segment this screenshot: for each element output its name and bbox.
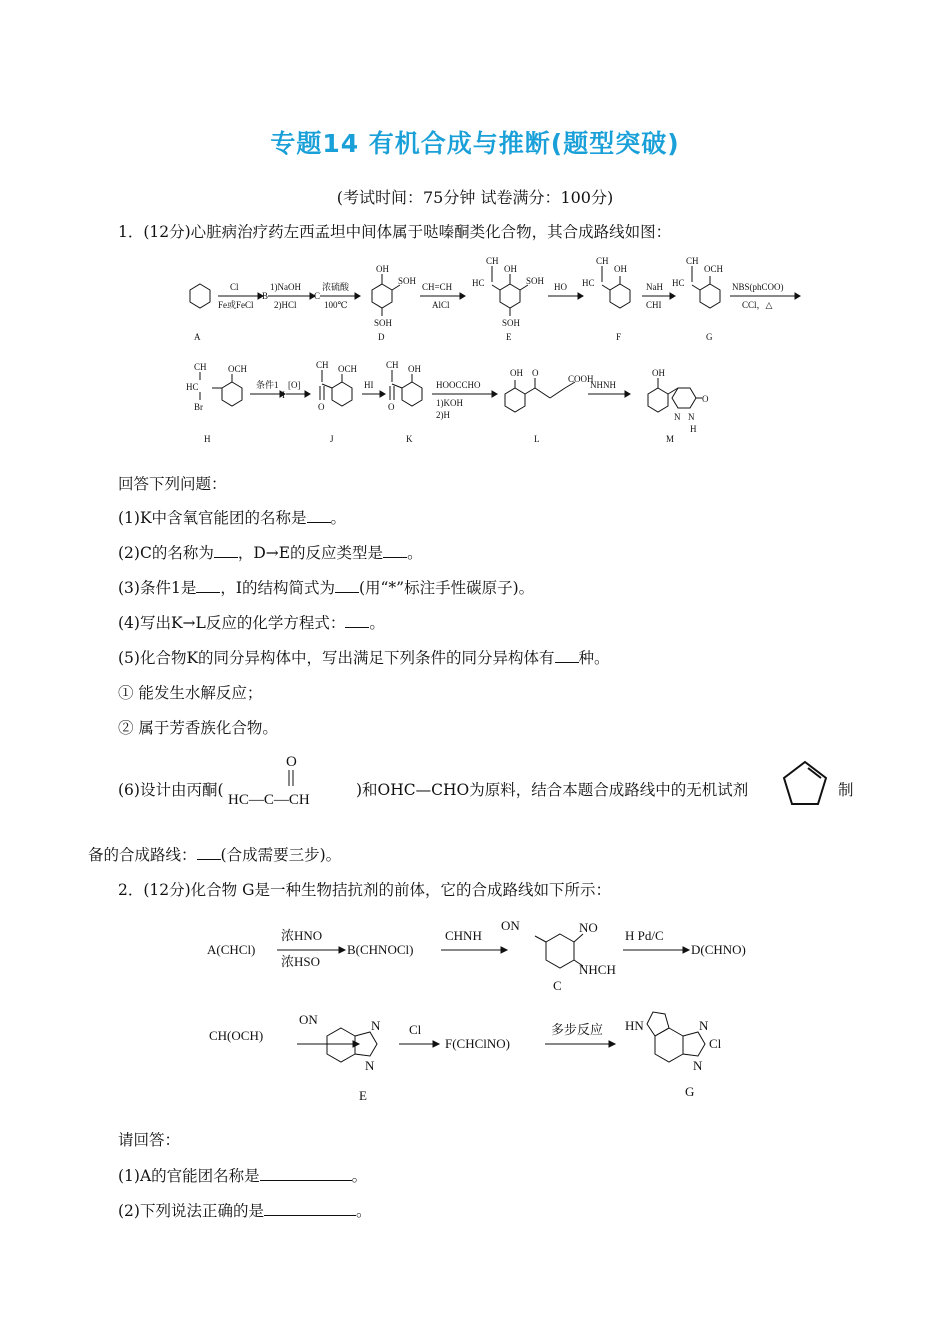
svg-text:HO: HO [554,282,567,292]
q1-condition-2: ② 属于芳香族化合物。 [118,719,278,737]
svg-text:E: E [506,332,512,342]
svg-text:Cl: Cl [230,282,239,292]
svg-text:HC: HC [186,382,199,392]
svg-text:N: N [693,1058,703,1073]
svg-text:Cl: Cl [409,1022,422,1037]
svg-text:HC: HC [582,278,595,288]
svg-text:B: B [262,291,269,301]
svg-text:OCH: OCH [704,264,724,274]
q2-synthesis-scheme [205,910,785,1110]
svg-text:1)KOH: 1)KOH [436,398,463,408]
svg-text:CCl，△: CCl，△ [742,300,773,310]
q1-item-6-cont: 备的合成路线： (合成需要三步)。 [88,846,342,864]
q2-prompt: 请回答： [118,1131,181,1149]
q1-condition-1: ① 能发生水解反应； [118,684,263,702]
svg-text:AlCl: AlCl [432,300,450,310]
svg-text:OH: OH [408,364,421,374]
svg-text:CH(OCH): CH(OCH) [209,1028,264,1043]
answer-blank[interactable] [383,543,407,558]
svg-text:HC: HC [472,278,485,288]
svg-text:ON: ON [501,918,520,933]
svg-text:2)HCl: 2)HCl [274,300,297,310]
svg-text:2)H: 2)H [436,410,450,420]
svg-text:G: G [685,1084,695,1099]
svg-text:CH: CH [386,360,399,370]
svg-text:NHNH: NHNH [590,380,616,390]
svg-text:SOH: SOH [398,276,417,286]
svg-text:N: N [674,412,681,422]
answer-blank[interactable] [555,648,579,663]
q1-prompt: 回答下列问题： [118,475,227,493]
svg-text:浓硫酸: 浓硫酸 [322,282,350,292]
svg-text:N: N [365,1058,375,1073]
svg-text:N: N [688,412,695,422]
svg-text:N: N [699,1018,709,1033]
svg-text:Fe或FeCl: Fe或FeCl [218,300,254,310]
svg-text:COOH: COOH [568,374,594,384]
svg-text:O: O [286,754,297,770]
svg-text:N: N [371,1018,381,1033]
svg-text:多步反应: 多步反应 [551,1022,604,1037]
q1-synthesis-scheme [170,252,820,452]
svg-text:A(CHCl): A(CHCl) [207,942,256,957]
svg-text:CH: CH [316,360,329,370]
svg-text:NO: NO [579,920,598,935]
svg-text:OH: OH [510,368,523,378]
q1-stem: 1．(12分)心脏病治疗药左西孟坦中间体属于哒嗪酮类化合物，其合成路线如图： [118,223,672,241]
svg-text:OH: OH [652,368,665,378]
page-title: 专题14 有机合成与推断(题型突破) [270,129,680,158]
svg-text:HC: HC [672,278,685,288]
svg-text:K: K [406,434,413,444]
svg-text:O: O [388,402,395,412]
answer-blank[interactable] [345,613,369,628]
q1-item-2: (2)C的名称为 ，D→E的反应类型是 。 [118,544,423,562]
svg-text:OCH: OCH [228,364,248,374]
svg-text:[O]: [O] [288,380,301,390]
q2-item-2: (2)下列说法正确的是 。 [118,1202,372,1220]
svg-text:NBS(phCOO): NBS(phCOO) [732,282,784,292]
svg-text:条件1: 条件1 [256,380,279,390]
svg-text:O: O [318,402,325,412]
svg-text:C: C [553,978,562,993]
svg-text:SOH: SOH [374,318,393,328]
svg-text:CH: CH [686,256,699,266]
svg-text:B(CHNOCl): B(CHNOCl) [347,942,414,957]
svg-text:HN: HN [625,1018,644,1033]
svg-text:1)NaOH: 1)NaOH [270,282,301,292]
svg-text:OH: OH [376,264,389,274]
svg-text:L: L [534,434,540,444]
svg-text:浓HNO: 浓HNO [281,928,323,943]
answer-blank[interactable] [264,1201,356,1216]
exam-info: (考试时间：75分钟 试卷满分：100分) [336,188,614,207]
svg-text:HOOCCHO: HOOCCHO [436,380,481,390]
svg-text:OCH: OCH [338,364,358,374]
svg-text:O: O [702,394,709,404]
acetone-structure [226,750,356,812]
svg-text:A: A [194,332,201,342]
svg-text:E: E [359,1088,367,1103]
svg-text:NHCH: NHCH [579,962,616,977]
svg-text:HI: HI [364,380,374,390]
svg-text:CH: CH [194,362,207,372]
svg-text:D(CHNO): D(CHNO) [691,942,746,957]
cyclopentene-structure [778,758,832,810]
svg-text:CHNH: CHNH [445,928,482,943]
svg-text:OH: OH [504,264,517,274]
svg-text:F: F [616,332,622,342]
svg-text:O: O [532,368,539,378]
answer-blank[interactable] [335,578,359,593]
svg-text:OH: OH [614,264,627,274]
answer-blank[interactable] [307,508,331,523]
answer-blank[interactable] [214,543,238,558]
svg-text:SOH: SOH [502,318,521,328]
svg-text:H: H [204,434,211,444]
svg-text:100℃: 100℃ [324,300,348,310]
svg-text:M: M [666,434,675,444]
svg-text:HC—C—CH: HC—C—CH [228,792,310,808]
svg-text:Cl: Cl [709,1036,722,1051]
svg-text:CH=CH: CH=CH [422,282,453,292]
svg-text:D: D [378,332,385,342]
svg-text:F(CHClNO): F(CHClNO) [445,1036,511,1051]
answer-blank[interactable] [196,578,220,593]
q1-item-5: (5)化合物K的同分异构体中，写出满足下列条件的同分异构体有 种。 [118,649,610,667]
svg-text:SOH: SOH [526,276,545,286]
q1-item-6: (6)设计由丙酮( [118,781,224,799]
svg-text:I: I [282,390,285,400]
answer-blank[interactable] [260,1166,352,1181]
q2-item-1: (1)A的官能团名称是 。 [118,1167,368,1185]
q1-item-1: (1)K中含氧官能团的名称是 。 [118,509,347,527]
svg-text:C: C [314,291,321,301]
svg-text:H Pd/C: H Pd/C [625,928,664,943]
svg-text:H: H [690,424,697,434]
svg-text:ON: ON [299,1012,318,1027]
svg-text:CHI: CHI [646,300,662,310]
svg-text:J: J [330,434,334,444]
answer-blank[interactable] [197,845,221,860]
q2-stem: 2．(12分)化合物 G是一种生物拮抗剂的前体，它的合成路线如下所示： [118,881,611,899]
svg-text:浓HSO: 浓HSO [281,954,321,969]
q1-item-4: (4)写出K→L反应的化学方程式： 。 [118,614,385,632]
svg-text:G: G [706,332,713,342]
svg-text:CH: CH [486,256,499,266]
svg-text:CH: CH [596,256,609,266]
q1-item-3: (3)条件1是 ，I的结构简式为 (用“*”标注手性碳原子)。 [118,579,535,597]
svg-text:NaH: NaH [646,282,663,292]
svg-text:Br: Br [194,402,203,412]
